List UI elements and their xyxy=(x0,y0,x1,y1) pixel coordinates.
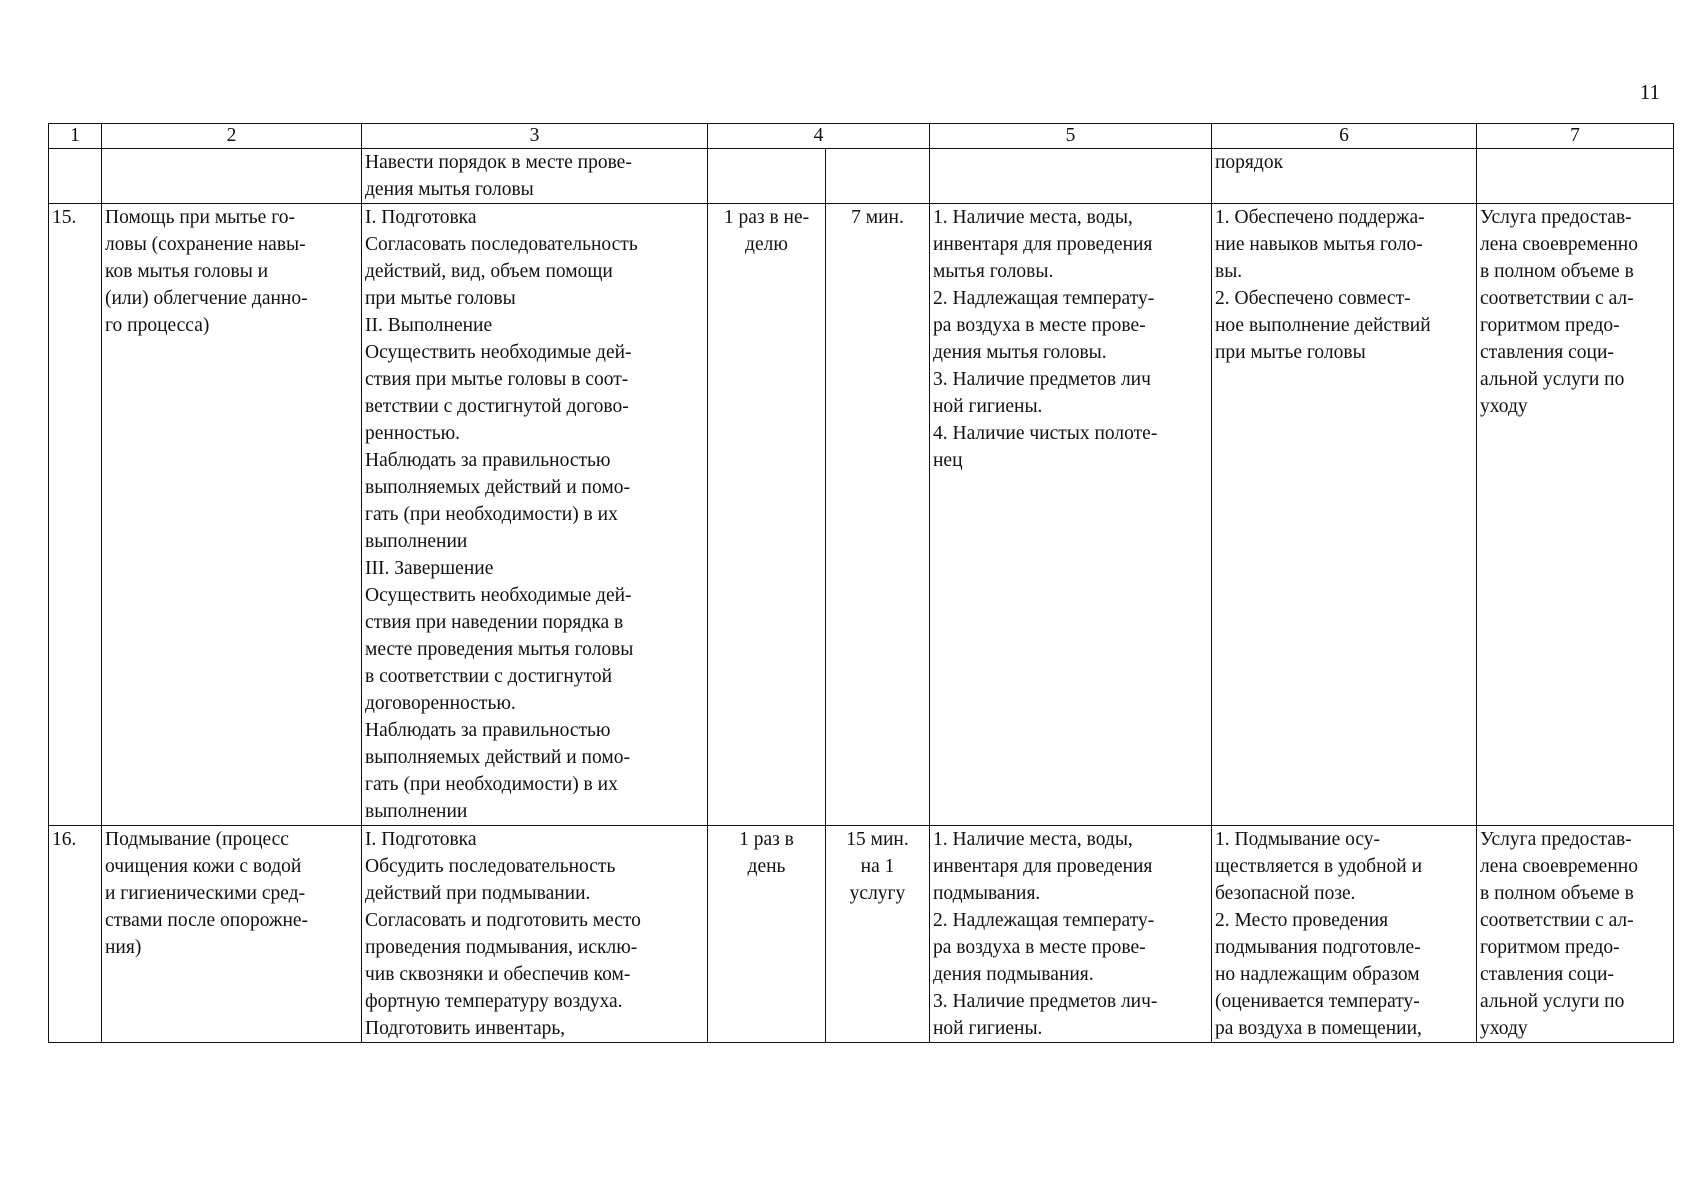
continuation-conditions-cell xyxy=(930,149,1212,204)
header-col-1: 1 xyxy=(49,124,102,149)
column-number-header-row xyxy=(49,124,1674,149)
service-name: Помощь при мытье го- ловы (сохранение навы- ков мытья головы и (или) облегчение данно- го процесса) xyxy=(102,204,362,826)
service-name: Подмывание (процесс очищения кожи с водой и гигиеническими сред- ствами после опорожне- ния) xyxy=(102,826,362,1043)
continuation-num-cell xyxy=(49,149,102,204)
continuation-evaluation-cell xyxy=(1477,149,1674,204)
header-col-6: 6 xyxy=(1212,124,1477,149)
service-duration: 7 мин. xyxy=(826,204,930,826)
page-number: 11 xyxy=(1639,80,1660,104)
row-number: 15. xyxy=(49,204,102,826)
service-conditions: 1. Наличие места, воды, инвентаря для проведения мытья головы. 2. Надлежащая температу- ра воздуха в месте прове- дения мытья головы. 3. Наличие предметов лич ной гигиены. 4. Наличие чистых полоте- нец xyxy=(930,204,1212,826)
service-frequency: 1 раз в не- делю xyxy=(708,204,826,826)
continuation-result-cell: порядок xyxy=(1212,149,1477,204)
header-col-2: 2 xyxy=(102,124,362,149)
service-result: 1. Обеспечено поддержа- ние навыков мытья голо- вы. 2. Обеспечено совмест- ное выполнение действий при мытье головы xyxy=(1212,204,1477,826)
table-row xyxy=(49,826,1674,1043)
continuation-content-cell: Навести порядок в месте прове- дения мытья головы xyxy=(362,149,708,204)
service-content: I. Подготовка Обсудить последовательность действий при подмывании. Согласовать и подготовить место проведения подмывания, исклю- чив сквозняки и обеспечив ком- фортную температуру воздуха. Подготовить инвентарь, xyxy=(362,826,708,1043)
service-content: I. Подготовка Согласовать последовательность действий, вид, объем помощи при мытье головы II. Выполнение Осуществить необходимые дей- ствия при мытье головы в соот- ветствии с достигнутой догово- ренностью. Наблюдать за правильностью выполняемых действий и помо- гать (при необходимости) в их выполнении III. Завершение Осуществить необходимые дей- ствия при наведении порядка в месте проведения мытья головы в соответствии с достигнутой договоренностью. Наблюдать за правильностью выполняемых действий и помо- гать (при необходимости) в их выполнении xyxy=(362,204,708,826)
row-number: 16. xyxy=(49,826,102,1043)
service-conditions: 1. Наличие места, воды, инвентаря для проведения подмывания. 2. Надлежащая температу- ра воздуха в месте прове- дения подмывания. 3. Наличие предметов лич- ной гигиены. xyxy=(930,826,1212,1043)
services-table xyxy=(48,123,1674,1043)
continuation-name-cell xyxy=(102,149,362,204)
continuation-row xyxy=(49,149,1674,204)
service-frequency: 1 раз в день xyxy=(708,826,826,1043)
table-row xyxy=(49,204,1674,826)
service-evaluation: Услуга предостав- лена своевременно в полном объеме в соответствии с ал- горитмом предо- ставления соци- альной услуги по уходу xyxy=(1477,204,1674,826)
header-col-4: 4 xyxy=(708,124,930,149)
service-duration: 15 мин. на 1 услугу xyxy=(826,826,930,1043)
service-result: 1. Подмывание осу- ществляется в удобной и безопасной позе. 2. Место проведения подмывания подготовле- но надлежащим образом (оценивается температу- ра воздуха в помещении, xyxy=(1212,826,1477,1043)
header-col-5: 5 xyxy=(930,124,1212,149)
header-col-3: 3 xyxy=(362,124,708,149)
header-col-7: 7 xyxy=(1477,124,1674,149)
continuation-duration-cell xyxy=(826,149,930,204)
continuation-frequency-cell xyxy=(708,149,826,204)
service-evaluation: Услуга предостав- лена своевременно в полном объеме в соответствии с ал- горитмом предо- ставления соци- альной услуги по уходу xyxy=(1477,826,1674,1043)
